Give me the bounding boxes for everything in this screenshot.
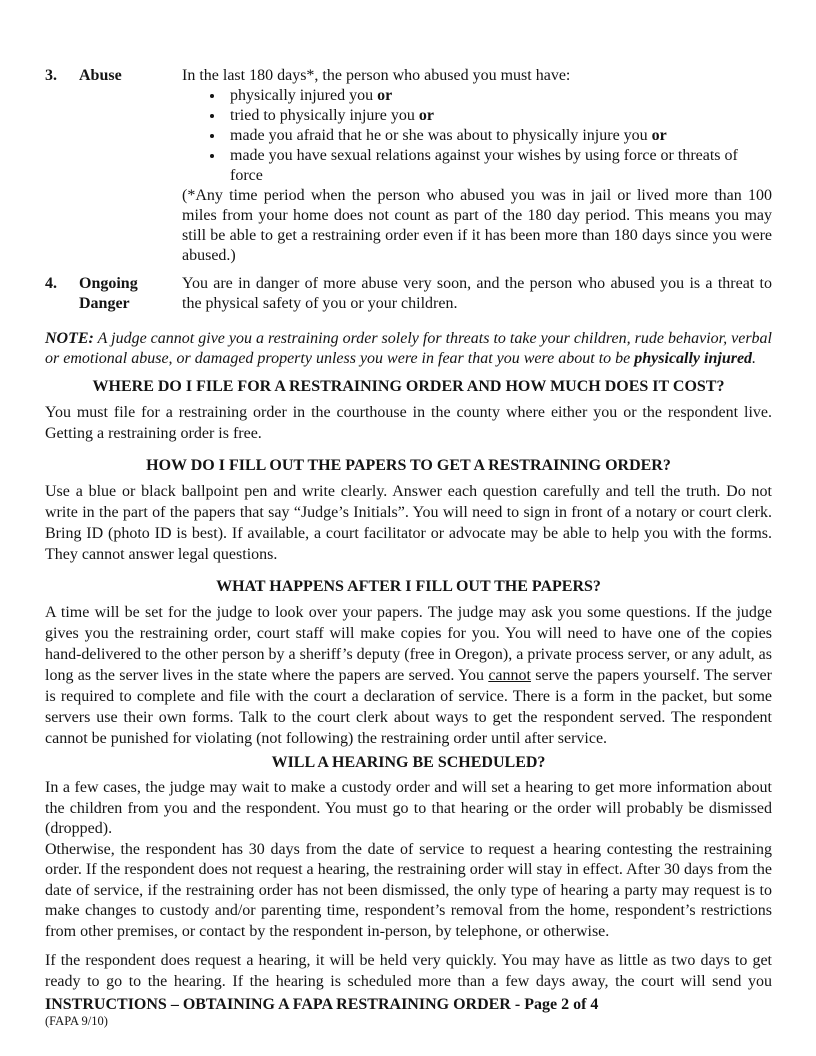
page-footer (45, 996, 772, 1029)
item-body-ongoing-danger (182, 274, 772, 314)
footer-form-revision: (FAPA 9/10) (45, 1014, 108, 1028)
note-label: NOTE: (45, 330, 94, 347)
note-paragraph (45, 329, 772, 368)
underlined-cannot: cannot (488, 667, 531, 684)
footer-title-page-number: INSTRUCTIONS – OBTAINING A FAPA RESTRAINING ORDER - Page 2 of 4 (45, 996, 599, 1013)
bullet-bold-or: or (418, 107, 434, 124)
item-body-abuse (182, 66, 772, 266)
how-to-fill-out-paragraph: Use a blue or black ballpoint pen and write clearly. Answer each question carefully and tell the truth. Do not write in the part of the papers that say “Judge’s Initials”. You will need to sign in front of a notary or court clerk. Bring ID (photo ID is best). If available, a court facilitator or advocate may be able to help you with the forms. They cannot answer legal questions. (45, 483, 772, 563)
bullet-text: made you afraid that he or she was about to physically injure you (230, 127, 652, 144)
paragraph-part-before: A time will be set for the judge to look over your papers. The judge may ask you some questions. If the judge gives you the restraining order, court staff will make copies for you. You will need to have one of the copies hand-delivered to the other person by a sheriff’s deputy (free in Oregon), a private process server, or any adult, as long as the server lives in the state where the papers are served. You (45, 604, 772, 684)
bullet-bold-or: or (377, 87, 393, 104)
note-body: A judge cannot give you a restraining order solely for threats to take your children, rude behavior, verbal or emotional abuse, or damaged property unless you were in fear that you were about to be (45, 330, 772, 367)
item-number: 3. (45, 67, 57, 84)
section-heading-how-to-fill-out: HOW DO I FILL OUT THE PAPERS TO GET A RESTRAINING ORDER? (146, 457, 671, 474)
bullet-item (225, 146, 772, 186)
numbered-item-ongoing-danger (45, 274, 772, 314)
bullet-text: made you have sexual relations against your wishes by using force or threats of force (230, 147, 738, 184)
hearing-paragraph-custody: In a few cases, the judge may wait to make a custody order and will set a hearing to get more information about the children from you and the respondent. You must go to that hearing or the order will probably be dismissed (dropped). (45, 779, 772, 837)
bullet-item (225, 106, 772, 126)
bullet-item (225, 126, 772, 146)
where-to-file-paragraph: You must file for a restraining order in the courthouse in the county where either you or the respondent live. Getting a restraining order is free. (45, 404, 772, 442)
section-heading-will-hearing-be-scheduled: WILL A HEARING BE SCHEDULED? (271, 754, 546, 771)
item-label-abuse: Abuse (79, 67, 122, 84)
paragraph-part-after: serve the papers yourself. The server is required to complete and file with the court a declaration of service. There is a form in the packet, but some servers use their own forms. Talk to the court clerk about ways to get the respondent served. The respondent cannot be punished for violating (not following) the restraining order until after service. (45, 667, 772, 747)
what-happens-after-paragraph (45, 602, 772, 749)
hearing-paragraph-request: If the respondent does request a hearing, it will be held very quickly. You may have as little as two days to get ready to go to the hearing. If the hearing is scheduled more than a few days away, the court will send you (45, 952, 772, 990)
bullet-bold-or: or (651, 127, 667, 144)
section-heading-what-happens-after: WHAT HAPPENS AFTER I FILL OUT THE PAPERS? (216, 578, 601, 595)
abuse-bullet-list (182, 86, 772, 186)
ongoing-danger-text: You are in danger of more abuse very soon, and the person who abused you is a threat to the physical safety of you or your children. (182, 275, 772, 312)
section-heading-where-to-file: WHERE DO I FILE FOR A RESTRAINING ORDER AND HOW MUCH DOES IT COST? (92, 378, 725, 395)
hearing-paragraph-30-days: Otherwise, the respondent has 30 days from the date of service to request a hearing contesting the restraining order. If the respondent does not request a hearing, the restraining order will stay in effect. After 30 days from the date of service, if the restraining order has not been dismissed, the only type of hearing a party may request is to make changes to custody and/or parenting time, respondent’s removal from the home, respondent’s restrictions from other premises, or contact by the respondent in-person, by telephone, or otherwise. (45, 840, 772, 940)
item-number: 4. (45, 275, 57, 292)
numbered-item-abuse (45, 66, 772, 266)
note-bold-phrase: physically injured (634, 349, 753, 367)
item-label-ongoing-danger: Ongoing Danger (79, 275, 138, 312)
bullet-item (225, 86, 772, 106)
note-tail: . (752, 349, 757, 367)
bullet-text: physically injured you (230, 87, 378, 104)
abuse-time-period-footnote: (*Any time period when the person who abused you was in jail or lived more than 100 miles from your home does not count as part of the 180 day period. This means you may still be able to get a restraining order even if it has been more than 180 days since you were abused.) (182, 187, 772, 264)
bullet-text: tried to physically injure you (230, 107, 419, 124)
abuse-intro: In the last 180 days*, the person who abused you must have: (182, 67, 571, 84)
